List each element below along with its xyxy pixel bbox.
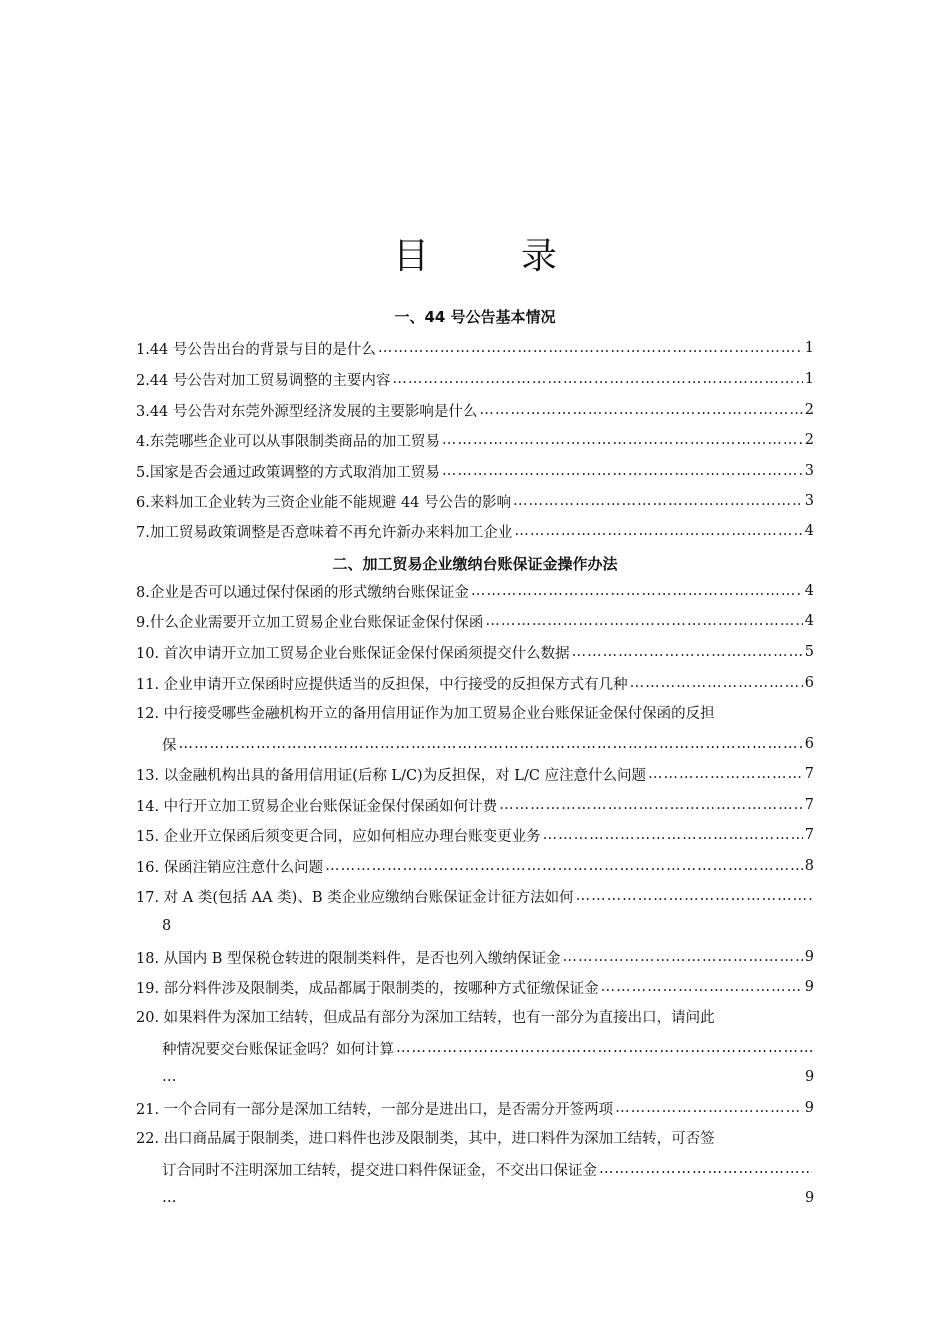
toc-entry-13[interactable] [136,759,814,789]
leader-dots [499,797,803,813]
toc-page-number: 9 [804,979,814,995]
toc-entry-text: 8.企业是否可以通过保付保函的形式缴纳台账保证金 [136,584,469,601]
leader-dots [576,888,812,904]
toc-entry-22-continued[interactable] [162,1154,814,1184]
leader-dots [392,371,802,387]
toc-entry-9[interactable] [136,606,814,636]
toc-page-number: 2 [804,402,814,418]
toc-page-number: 5 [804,644,814,660]
toc-entry-19[interactable] [136,972,814,1002]
toc-entry-text-line2: 订合同时不注明深加工结转，提交进口料件保证金，不交出口保证金 [162,1162,597,1179]
toc-entry-text: 9.什么企业需要开立加工贸易企业台账保证金保付保函 [136,614,484,631]
toc-page-number: 9 [805,1069,815,1085]
toc-entry-number: 18. [136,950,160,967]
leader-dots [179,736,803,752]
toc-entry-number: 19. [136,980,160,997]
toc-entry-text-line1: 出口商品属于限制类，进口料件也涉及限制类，其中，进口料件为深加工结转，可否签 [163,1131,715,1147]
toc-entry-number: 15. [136,828,160,845]
leader-dots [615,1100,803,1116]
toc-page-number: 8 [162,918,172,934]
leader-dots [601,979,803,995]
toc-entry-15[interactable] [136,820,814,850]
toc-entry-20[interactable] [136,1003,715,1033]
toc-entry-12[interactable] [136,699,715,729]
toc-entry-18[interactable] [136,942,814,972]
toc-entry-22[interactable] [136,1124,715,1154]
toc-entry-number: 13. [136,767,160,784]
leader-dots [543,827,803,843]
toc-entry-text: 保函注销应注意什么问题 [163,859,324,876]
toc-entry-text-line2: 保 [162,737,177,754]
leader-dots [325,858,803,874]
toc-entry-5[interactable] [136,456,814,486]
toc-entry-14[interactable] [136,790,814,820]
toc-page-number: 4 [804,613,814,629]
toc-entry-text: 3.44 号公告对东莞外源型经济发展的主要影响是什么 [136,403,478,420]
leader-dots [599,1161,812,1177]
toc-entry-text: 中行开立加工贸易企业台账保证金保付保函如何计费 [163,798,498,815]
leader-dots [563,949,803,965]
toc-entry-number: 20. [136,1010,160,1026]
leader-dots [442,463,803,479]
toc-entry-number: 14. [136,798,160,815]
toc-entry-17[interactable] [136,881,814,911]
toc-page-number: 8 [804,858,814,874]
toc-entry-text: 从国内 B 型保税仓转进的限制类料件，是否也列入缴纳保证金 [163,950,561,967]
leader-dots [442,432,803,448]
toc-entry-number: 10. [136,645,160,662]
leader-dots-tail: … [162,1190,177,1206]
toc-entry-12-continued[interactable] [162,729,814,759]
toc-entry-4[interactable] [136,425,814,455]
toc-entry-text-line1: 如果料件为深加工结转，但成品有部分为深加工结转，也有一部分为直接出口，请问此 [163,1010,715,1026]
leader-dots [513,493,803,509]
toc-page-number: 9 [805,1190,815,1206]
toc-entry-number: 22. [136,1131,160,1147]
toc-entry-11[interactable] [136,668,814,698]
toc-entry-text: 企业开立保函后须变更合同，应如何相应办理台账变更业务 [163,828,541,845]
leader-dots [396,1040,812,1056]
leader-dots [378,340,803,356]
toc-page-number: 6 [804,736,814,752]
toc-page-number: 9 [804,1100,814,1116]
leader-dots [479,402,802,418]
toc-entry-2[interactable] [136,364,814,394]
toc-entry-3[interactable] [136,395,814,425]
toc-entry-1[interactable] [136,333,814,363]
toc-entry-10[interactable] [136,637,814,667]
toc-page-number: 9 [804,949,814,965]
toc-entry-text: 企业申请开立保函时应提供适当的反担保，中行接受的反担保方式有几种 [163,676,628,693]
toc-page-number: 6 [804,675,814,691]
toc-page-number: 3 [804,463,814,479]
toc-entry-text: 部分料件涉及限制类，成品都属于限制类的，按哪种方式征缴保证金 [163,980,599,997]
toc-entry-text: 一个合同有一部分是深加工结转，一部分是进出口，是否需分开签两项 [163,1101,614,1118]
leader-dots [471,583,803,599]
leader-dots [485,613,802,629]
toc-entry-number: 11. [136,676,160,693]
toc-entry-number: 16. [136,859,160,876]
page-title: 目 录 [392,236,585,277]
leader-dots [648,766,803,782]
toc-entry-text: 5.国家是否会通过政策调整的方式取消加工贸易 [136,464,440,481]
leader-dots [630,675,803,691]
toc-entry-16[interactable] [136,851,814,881]
toc-entry-20-continued[interactable] [162,1033,814,1063]
toc-page-number: 7 [804,766,814,782]
toc-entry-text: 6.来料加工企业转为三资企业能不能规避 44 号公告的影响 [136,494,512,511]
toc-entry-text-line2: 种情况要交台账保证金吗？如何计算 [162,1041,394,1058]
toc-entry-text-line1: 中行接受哪些金融机构开立的备用信用证作为加工贸易企业台账保证金保付保函的反担 [163,706,715,722]
toc-entry-text: 7.加工贸易政策调整是否意味着不再允许新办来料加工企业 [136,524,513,541]
section-heading-1: 一、44 号公告基本情况 [394,308,556,326]
toc-entry-text: 1.44 号公告出台的背景与目的是什么 [136,341,376,358]
toc-entry-text: 2.44 号公告对加工贸易调整的主要内容 [136,372,391,389]
toc-page-number: 7 [804,797,814,813]
toc-page-number: 4 [804,523,814,539]
toc-entry-6[interactable] [136,486,814,516]
toc-entry-number: 17. [136,889,160,906]
toc-entry-number: 21. [136,1101,160,1118]
toc-entry-text: 4.东莞哪些企业可以从事限制类商品的加工贸易 [136,433,440,450]
section-heading-2: 二、加工贸易企业缴纳台账保证金操作办法 [332,555,618,573]
toc-page-number: 2 [804,432,814,448]
toc-page-number: 7 [804,827,814,843]
toc-page-number: 1 [804,371,814,387]
toc-entry-number: 12. [136,706,160,722]
toc-entry-8[interactable] [136,576,814,606]
toc-entry-7[interactable] [136,516,814,546]
leader-dots-tail: … [162,1069,177,1085]
toc-entry-text: 以金融机构出具的备用信用证(后称 L/C)为反担保，对 L/C 应注意什么问题 [163,767,647,784]
toc-page-number: 1 [804,340,814,356]
toc-page-number: 3 [804,493,814,509]
leader-dots [572,644,803,660]
toc-entry-text: 对 A 类(包括 AA 类)、B 类企业应缴纳台账保证金计征方法如何 [163,889,574,906]
leader-dots [514,523,802,539]
toc-page-number: 4 [804,583,814,599]
toc-entry-text: 首次申请开立加工贸易企业台账保证金保付保函须提交什么数据 [163,645,570,662]
toc-entry-21[interactable] [136,1093,814,1123]
